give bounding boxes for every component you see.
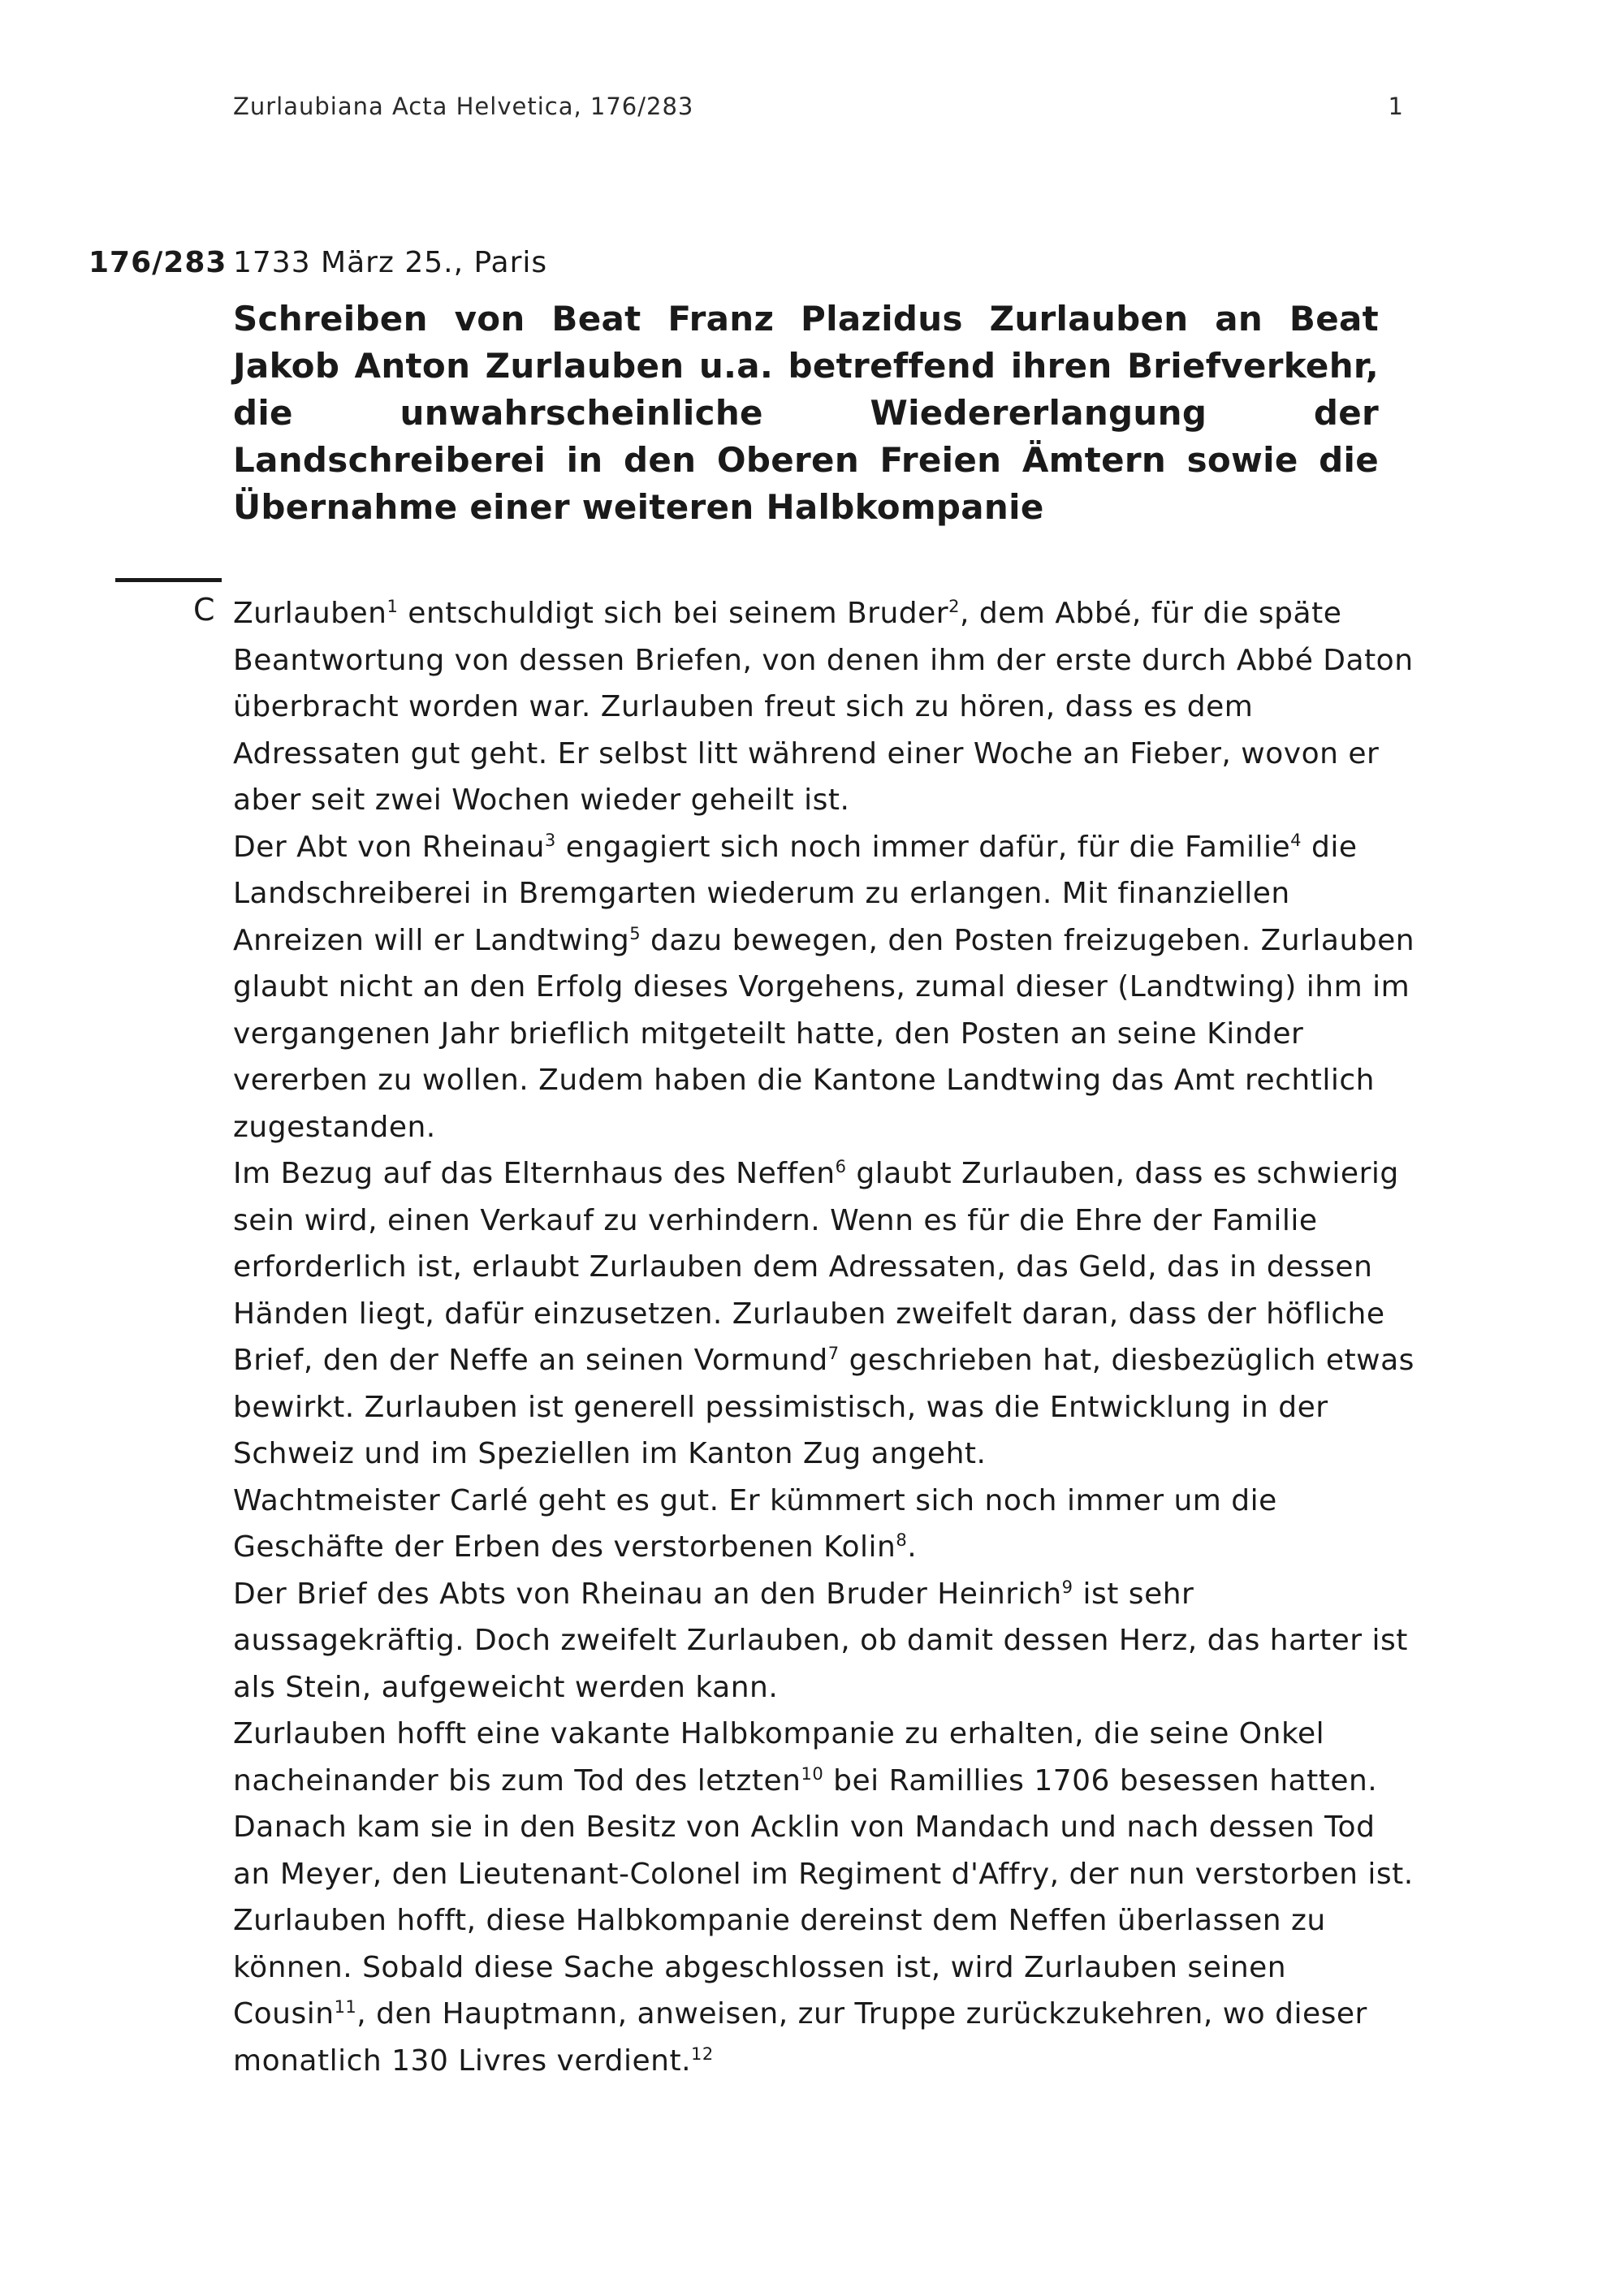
footnote-marker: 8 (896, 1530, 908, 1550)
date-place: 1733 März 25., Paris (233, 246, 548, 279)
document-title: Schreiben von Beat Franz Plazidus Zurlauben an Beat Jakob Anton Zurlauben u.a. betreffend ihren Briefverkehr, die unwahrscheinliche Wiedererlangung der Landschreiberei in den Oberen Freien Ämtern sowie die Übernahme einer weiteren Halbkompanie (233, 299, 1379, 527)
margin-letter: C (193, 592, 215, 628)
running-title: Zurlaubiana Acta Helvetica, 176/283 (233, 93, 694, 120)
text-run: Zurlauben (233, 597, 387, 630)
footnote-marker: 6 (835, 1157, 847, 1176)
text-run: . (907, 1530, 918, 1564)
text-run: dazu bewegen, den Posten freizugeben. Zurlauben glaubt nicht an den Erfolg dieses Vorgehens, zumal dieser (Landtwing) ihm im vergangenen Jahr brieflich mitgeteilt hatte, den Posten an seine Kinder vererben zu wollen. Zudem haben die Kantone Landtwing das Amt rechtlich zugestanden. (233, 923, 1415, 1144)
text-run: ist sehr aussagekräftig. Doch zweifelt Zurlauben, ob damit dessen Herz, das harter ist als Stein, aufgeweicht werden kann. (233, 1577, 1408, 1704)
footnote-marker: 9 (1061, 1577, 1073, 1597)
footnote-marker: 4 (1290, 830, 1302, 850)
text-run: engagiert sich noch immer dafür, für die Familie (555, 830, 1291, 864)
footnote-marker: 1 (387, 597, 399, 616)
footnote-marker: 12 (691, 2044, 714, 2064)
footnote-marker: 3 (544, 830, 556, 850)
footnote-marker: 7 (827, 1344, 840, 1363)
summary-paragraph (233, 590, 1419, 824)
summary-paragraph (233, 1571, 1419, 1711)
summary-text (233, 590, 1419, 2084)
text-run: Im Bezug auf das Elternhaus des Neffen (233, 1157, 836, 1190)
page-number: 1 (1388, 93, 1403, 120)
text-run: die Landschreiberei in Bremgarten wiederum zu erlangen. Mit finanziellen Anreizen will er Landtwing (233, 830, 1358, 957)
text-run: glaubt Zurlauben, dass es schwierig sein wird, einen Verkauf zu verhindern. Wenn es für die Ehre der Familie erforderlich ist, erlaubt Zurlauben dem Adressaten, das Geld, das in dessen Händen liegt, dafür einzusetzen. Zurlauben zweifelt daran, dass der höfliche Brief, den der Neffe an seinen Vormund (233, 1157, 1399, 1377)
document-number: 176/283 (89, 246, 227, 279)
footnote-marker: 11 (334, 1997, 357, 2017)
footnote-marker: 2 (948, 597, 960, 616)
summary-paragraph (233, 1478, 1419, 1571)
text-run: bei Ramillies 1706 besessen hatten. Danach kam sie in den Besitz von Acklin von Mandach und nach dessen Tod an Meyer, den Lieutenant-Colonel im Regiment d'Affry, der nun verstorben ist. Zurlauben hofft, diese Halbkompanie dereinst dem Neffen überlassen zu können. Sobald diese Sache abgeschlossen ist, wird Zurlauben seinen Cousin (233, 1763, 1414, 2031)
text-run: Zurlauben hofft eine vakante Halbkompanie zu erhalten, die seine Onkel nacheinander bis zum Tod des letzten (233, 1717, 1325, 1798)
text-run: , den Hauptmann, anweisen, zur Truppe zurückzukehren, wo dieser monatlich 130 Livres verdient. (233, 1997, 1367, 2078)
summary-paragraph (233, 824, 1419, 1151)
margin-rule (115, 578, 222, 582)
text-run: Wachtmeister Carlé geht es gut. Er kümmert sich noch immer um die Geschäfte der Erben des verstorbenen Kolin (233, 1483, 1277, 1564)
text-run: entschuldigt sich bei seinem Bruder (398, 597, 949, 630)
text-run: , dem Abbé, für die späte Beantwortung von dessen Briefen, von denen ihm der erste durch Abbé Daton überbracht worden war. Zurlauben freut sich zu hören, dass es dem Adressaten gut geht. Er selbst litt während einer Woche an Fieber, wovon er aber seit zwei Wochen wieder geheilt ist. (233, 597, 1414, 817)
footnote-marker: 5 (629, 923, 641, 943)
text-run: geschrieben hat, diesbezüglich etwas bewirkt. Zurlauben ist generell pessimistisch, was die Entwicklung in der Schweiz und im Speziellen im Kanton Zug angeht. (233, 1344, 1415, 1470)
text-run: Der Abt von Rheinau (233, 830, 545, 864)
summary-paragraph (233, 1150, 1419, 1478)
footnote-marker: 10 (801, 1763, 824, 1784)
summary-paragraph (233, 1711, 1419, 2084)
text-run: Der Brief des Abts von Rheinau an den Bruder Heinrich (233, 1577, 1062, 1611)
